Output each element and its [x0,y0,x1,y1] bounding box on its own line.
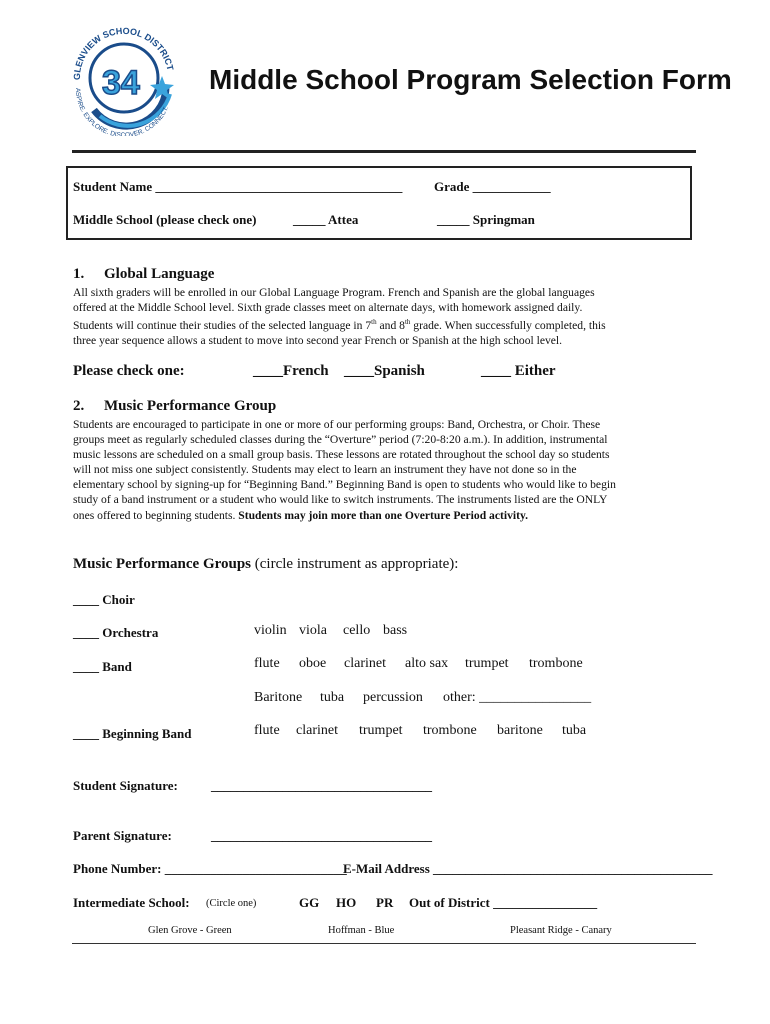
text: ones offered to beginning students. [73,508,239,522]
legend-pleasant-ridge: Pleasant Ridge - Canary [510,925,612,936]
springman-checkbox[interactable]: _____ Springman [437,212,535,227]
para-line: music lessons are scheduled on a small group basis. These lessons are rotated throughout the school day so students [73,448,610,462]
join-note: Students may join more than one Overture Period activity. [238,508,529,522]
para-line: groups meet as regularly scheduled classes during the “Overture” period (7:20-8:20 a.m.). In addition, instrumental [73,433,608,447]
music-groups-heading [73,556,458,573]
beginning-clarinet[interactable]: clarinet [296,723,338,738]
parent-signature-field[interactable]: __________________________________ [211,828,432,843]
beginning-baritone[interactable]: baritone [497,723,543,738]
option-pr[interactable]: PR [376,895,394,910]
instrument-baritone[interactable]: Baritone [254,690,303,705]
footer-divider [72,943,696,944]
section1-paragraph [73,285,698,348]
student-name-field[interactable]: Student Name ______________________________________ [73,179,403,194]
choir-option[interactable]: ____ Choir [73,592,135,607]
parent-signature-label: Parent Signature: [73,828,172,843]
logo-number: 34 [102,64,140,102]
para-line [73,315,698,333]
option-gg[interactable]: GG [299,895,320,910]
legend-glen-grove: Glen Grove - Green [148,925,232,936]
check-one-label: Please check one: [73,363,185,379]
para-line: All sixth graders will be enrolled in our Global Language Program. French and Spanish are the global languages [73,286,595,299]
instrument-cello[interactable]: cello [343,623,371,638]
beginning-trombone[interactable]: trombone [423,723,477,738]
instrument-trombone[interactable]: trombone [529,656,583,671]
text: grade. When successfully completed, this [410,319,606,333]
circle-one-note: (Circle one) [206,898,257,909]
beginning-trumpet[interactable]: trumpet [359,723,403,738]
section1-number: 1. [73,266,85,282]
instrument-other-field[interactable]: other: ________________ [443,690,592,705]
text: and 8 [376,319,405,333]
student-signature-field[interactable]: __________________________________ [211,778,432,793]
page-title: Middle School Program Selection Form [209,64,732,95]
para-line: Students are encouraged to participate in one or more of our performing groups: Band, Orchestra, or Choir. These [73,418,601,431]
para-line: study of a band instrument or a student who would like to switch instruments. The instruments listed are the ONLY [73,493,608,507]
out-of-district-field[interactable]: Out of District ________________ [409,895,598,910]
para-line [73,508,698,523]
either-option[interactable]: ____ Either [481,363,556,379]
heading-note: (circle instrument as appropriate): [251,556,459,572]
district-logo [64,18,182,136]
section2-number: 2. [73,398,85,414]
para-line: will not miss one subject consistently. Students may elect to learn an instrument they have not done so in the [73,463,577,477]
beginning-tuba[interactable]: tuba [562,723,587,738]
para-line: elementary school by signing-up for “Beginning Band.” Beginning Band is open to students who would like to begin [73,478,616,492]
attea-checkbox[interactable]: _____ Attea [293,212,359,227]
text: Students will continue their studies of the selected language in 7 [73,319,372,333]
french-option[interactable]: ____French [253,363,329,379]
instrument-bass[interactable]: bass [383,623,408,638]
instrument-percussion[interactable]: percussion [363,690,423,705]
option-ho[interactable]: HO [336,895,357,910]
logo-bottom-text: ASPIRE. EXPLORE. DISCOVER. CONNECT. [73,87,171,136]
section2-heading: Music Performance Group [104,398,277,414]
instrument-alto-sax[interactable]: alto sax [405,656,449,671]
instrument-clarinet[interactable]: clarinet [344,656,386,671]
instrument-tuba[interactable]: tuba [320,690,345,705]
legend-hoffman: Hoffman - Blue [328,925,395,936]
section1-heading: Global Language [104,266,215,282]
beginning-flute[interactable]: flute [254,723,280,738]
middle-school-label: Middle School (please check one) [73,212,257,227]
instrument-viola[interactable]: viola [299,623,327,638]
beginning-band-option[interactable]: ____ Beginning Band [73,726,192,741]
header-divider [72,150,696,153]
student-signature-label: Student Signature: [73,778,178,793]
section2-paragraph [73,417,698,523]
instrument-violin[interactable]: violin [254,623,287,638]
band-option[interactable]: ____ Band [73,659,132,674]
grade-field[interactable]: Grade ____________ [434,179,551,194]
ordinal-suffix: th [371,318,377,327]
email-field[interactable]: E-Mail Address ___________________________________________ [343,861,713,876]
instrument-flute[interactable]: flute [254,656,280,671]
logo-top-text: GLENVIEW SCHOOL DISTRICT [71,25,176,81]
spanish-option[interactable]: ____Spanish [344,363,425,379]
phone-number-field[interactable]: Phone Number: ____________________________ [73,861,347,876]
intermediate-school-label: Intermediate School: [73,895,190,910]
ordinal-suffix: th [404,318,411,327]
instrument-oboe[interactable]: oboe [299,656,327,671]
orchestra-option[interactable]: ____ Orchestra [73,625,159,640]
heading-bold: Music Performance Groups [73,556,252,572]
para-line: offered at the Middle School level. Sixth grade classes meet on alternate days, with homework assigned daily. [73,301,583,315]
student-info-box [66,166,692,240]
instrument-trumpet[interactable]: trumpet [465,656,509,671]
para-line: three year sequence allows a student to move into second year French or Spanish at the high school level. [73,334,563,348]
